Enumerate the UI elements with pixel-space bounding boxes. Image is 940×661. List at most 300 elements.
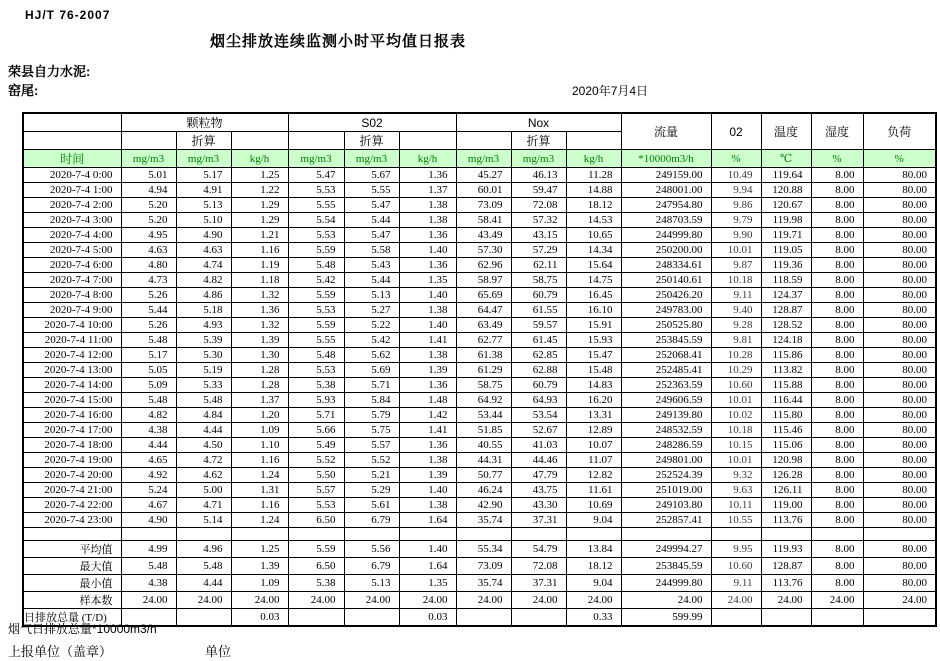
value-cell: 5.47 [288,168,344,183]
header-flow: 流量 [621,113,711,150]
value-cell: 80.00 [863,423,936,438]
value-cell: 8.00 [811,498,863,513]
value-cell: 10.01 [711,453,761,468]
value-cell: 1.09 [231,423,288,438]
value-cell: 8.00 [811,168,863,183]
value-cell: 8.00 [811,303,863,318]
value-cell: 124.18 [761,333,811,348]
table-row [23,198,936,213]
value-cell: 8.00 [811,318,863,333]
value-cell: 5.75 [344,423,399,438]
value-cell: 5.38 [288,575,344,592]
time-cell: 2020-7-4 20:00 [23,468,121,483]
value-cell: 120.67 [761,198,811,213]
blank-cell [511,528,566,541]
value-cell: 1.38 [399,303,456,318]
value-cell: 24.00 [711,592,761,609]
table-row [23,483,936,498]
time-cell: 2020-7-4 14:00 [23,378,121,393]
table-row [23,273,936,288]
value-cell: 1.16 [231,243,288,258]
summary-row [23,592,936,609]
table-row [23,348,936,363]
value-cell: 1.10 [231,438,288,453]
value-cell: 128.52 [761,318,811,333]
blank-row [23,528,936,541]
value-cell: 61.38 [456,348,511,363]
value-cell: 80.00 [863,303,936,318]
value-cell: 5.59 [288,318,344,333]
time-cell: 2020-7-4 18:00 [23,438,121,453]
value-cell: 5.79 [344,408,399,423]
value-cell: 15.47 [566,348,621,363]
value-cell: 252068.41 [621,348,711,363]
value-cell: 10.69 [566,498,621,513]
value-cell: 1.64 [399,558,456,575]
blank-cell [23,528,121,541]
value-cell: 59.57 [511,318,566,333]
table-row [23,438,936,453]
value-cell: 4.44 [176,423,231,438]
value-cell: 5.66 [288,423,344,438]
value-cell: 4.38 [121,575,176,592]
table-row [23,423,936,438]
header-blank [231,132,288,150]
value-cell: 1.36 [399,228,456,243]
value-cell: 8.00 [811,423,863,438]
value-cell: 5.48 [121,333,176,348]
value-cell: 1.20 [231,408,288,423]
value-cell: 244999.80 [621,228,711,243]
value-cell: 5.43 [344,258,399,273]
value-cell: 5.39 [176,333,231,348]
header-blank [456,132,511,150]
summary-label: 最大值 [23,558,121,575]
value-cell: 4.73 [121,273,176,288]
value-cell: 1.41 [399,333,456,348]
value-cell: 4.90 [176,228,231,243]
value-cell: 248334.61 [621,258,711,273]
value-cell: 126.28 [761,468,811,483]
value-cell: 4.99 [121,541,176,558]
value-cell: 80.00 [863,408,936,423]
value-cell: 115.80 [761,408,811,423]
value-cell: 5.47 [344,198,399,213]
value-cell: 8.00 [811,378,863,393]
time-cell: 2020-7-4 17:00 [23,423,121,438]
page-title: 烟尘排放连续监测小时平均值日报表 [210,33,467,50]
value-cell: 80.00 [863,348,936,363]
value-cell: 5.53 [288,183,344,198]
value-cell: 1.39 [399,468,456,483]
value-cell: 16.45 [566,288,621,303]
value-cell: 1.35 [399,273,456,288]
value-cell: 8.00 [811,198,863,213]
value-cell: 5.71 [344,378,399,393]
value-cell: 5.17 [176,168,231,183]
value-cell: 5.42 [288,273,344,288]
value-cell: 43.75 [511,483,566,498]
value-cell: 4.91 [176,183,231,198]
value-cell: 249103.80 [621,498,711,513]
summary-label: 最小值 [23,575,121,592]
value-cell: 15.91 [566,318,621,333]
value-cell: 6.79 [344,513,399,528]
value-cell: 8.00 [811,541,863,558]
value-cell [511,609,566,627]
value-cell: 5.59 [288,288,344,303]
unit-cell: mg/m3 [344,150,399,168]
value-cell: 62.88 [511,363,566,378]
value-cell: 8.00 [811,273,863,288]
value-cell: 5.53 [288,303,344,318]
value-cell: 1.37 [399,183,456,198]
time-cell: 2020-7-4 5:00 [23,243,121,258]
unit-cell: mg/m3 [176,150,231,168]
time-cell: 2020-7-4 15:00 [23,393,121,408]
value-cell: 5.84 [344,393,399,408]
value-cell: 80.00 [863,183,936,198]
table-row [23,468,936,483]
value-cell: 115.06 [761,438,811,453]
table-row [23,333,936,348]
value-cell: 9.32 [711,468,761,483]
value-cell: 1.22 [231,183,288,198]
value-cell: 5.48 [288,348,344,363]
value-cell: 4.82 [121,408,176,423]
header-time: 时间 [23,150,121,168]
value-cell: 16.20 [566,393,621,408]
blank-cell [231,528,288,541]
value-cell: 5.48 [176,393,231,408]
value-cell: 44.31 [456,453,511,468]
value-cell: 24.00 [621,592,711,609]
value-cell: 80.00 [863,243,936,258]
value-cell: 16.10 [566,303,621,318]
value-cell: 1.32 [231,288,288,303]
blank-cell [566,528,621,541]
value-cell: 37.31 [511,575,566,592]
blank-cell [761,528,811,541]
value-cell: 5.24 [121,483,176,498]
time-cell: 2020-7-4 6:00 [23,258,121,273]
time-cell: 2020-7-4 11:00 [23,333,121,348]
value-cell: 119.00 [761,498,811,513]
value-cell: 9.86 [711,198,761,213]
header-blank [566,132,621,150]
value-cell: 55.34 [456,541,511,558]
value-cell: 119.93 [761,541,811,558]
value-cell: 1.39 [231,333,288,348]
value-cell: 0.03 [231,609,288,627]
value-cell: 1.40 [399,541,456,558]
value-cell: 62.77 [456,333,511,348]
value-cell: 8.00 [811,228,863,243]
value-cell: 6.79 [344,558,399,575]
value-cell: 51.85 [456,423,511,438]
value-cell: 119.05 [761,243,811,258]
value-cell: 44.46 [511,453,566,468]
value-cell: 1.38 [399,198,456,213]
value-cell: 43.49 [456,228,511,243]
header-row-units [23,150,936,168]
value-cell: 1.29 [231,198,288,213]
value-cell: 5.53 [288,498,344,513]
value-cell: 58.97 [456,273,511,288]
value-cell [811,609,863,627]
blank-cell [811,528,863,541]
value-cell: 80.00 [863,438,936,453]
summary-row [23,575,936,592]
table-row [23,378,936,393]
time-cell: 2020-7-4 21:00 [23,483,121,498]
table-row [23,393,936,408]
value-cell: 24.00 [176,592,231,609]
value-cell: 248286.59 [621,438,711,453]
value-cell: 10.49 [711,168,761,183]
value-cell: 251019.00 [621,483,711,498]
value-cell: 5.29 [344,483,399,498]
value-cell: 4.90 [121,513,176,528]
blank-cell [288,528,344,541]
value-cell: 599.99 [621,609,711,627]
value-cell: 80.00 [863,258,936,273]
value-cell: 5.05 [121,363,176,378]
value-cell: 5.19 [176,363,231,378]
value-cell: 4.63 [176,243,231,258]
value-cell: 8.00 [811,363,863,378]
value-cell [761,609,811,627]
value-cell: 119.36 [761,258,811,273]
value-cell: 24.00 [511,592,566,609]
value-cell: 57.30 [456,243,511,258]
value-cell: 4.67 [121,498,176,513]
value-cell: 115.86 [761,348,811,363]
value-cell: 4.96 [176,541,231,558]
unit-cell: mg/m3 [511,150,566,168]
value-cell: 80.00 [863,288,936,303]
value-cell: 64.47 [456,303,511,318]
value-cell: 8.00 [811,468,863,483]
value-cell: 5.22 [344,318,399,333]
unit-cell: *10000m3/h [621,150,711,168]
value-cell: 5.21 [344,468,399,483]
value-cell: 115.88 [761,378,811,393]
value-cell [456,609,511,627]
value-cell: 63.49 [456,318,511,333]
value-cell: 58.41 [456,213,511,228]
value-cell: 15.93 [566,333,621,348]
value-cell: 9.81 [711,333,761,348]
value-cell: 1.24 [231,468,288,483]
value-cell: 5.53 [288,363,344,378]
value-cell: 10.18 [711,273,761,288]
value-cell: 4.65 [121,453,176,468]
value-cell: 5.50 [288,468,344,483]
value-cell: 4.74 [176,258,231,273]
value-cell: 15.48 [566,363,621,378]
header-blank [399,132,456,150]
value-cell: 5.09 [121,378,176,393]
value-cell: 47.79 [511,468,566,483]
value-cell: 11.07 [566,453,621,468]
time-cell: 2020-7-4 12:00 [23,348,121,363]
value-cell: 24.00 [399,592,456,609]
header-load: 负荷 [863,113,936,150]
value-cell: 5.13 [344,575,399,592]
time-cell: 2020-7-4 23:00 [23,513,121,528]
value-cell: 45.27 [456,168,511,183]
value-cell: 54.79 [511,541,566,558]
value-cell: 14.88 [566,183,621,198]
value-cell: 10.07 [566,438,621,453]
value-cell: 5.13 [176,198,231,213]
value-cell: 57.32 [511,213,566,228]
value-cell: 5.59 [288,243,344,258]
value-cell: 128.87 [761,303,811,318]
value-cell: 5.57 [288,483,344,498]
value-cell: 10.28 [711,348,761,363]
value-cell: 1.38 [399,453,456,468]
value-cell: 61.45 [511,333,566,348]
value-cell: 4.38 [121,423,176,438]
value-cell: 5.20 [121,198,176,213]
table-row [23,303,936,318]
value-cell: 9.94 [711,183,761,198]
value-cell: 252485.41 [621,363,711,378]
value-cell: 250426.20 [621,288,711,303]
value-cell: 1.42 [399,408,456,423]
value-cell: 65.69 [456,288,511,303]
value-cell [288,609,344,627]
value-cell: 4.86 [176,288,231,303]
unit-cell: % [863,150,936,168]
value-cell: 124.37 [761,288,811,303]
value-cell: 24.00 [761,592,811,609]
value-cell: 5.10 [176,213,231,228]
value-cell: 10.60 [711,378,761,393]
value-cell: 250140.61 [621,273,711,288]
value-cell: 5.01 [121,168,176,183]
time-cell: 2020-7-4 0:00 [23,168,121,183]
value-cell: 1.40 [399,483,456,498]
report-table [22,112,937,627]
value-cell: 119.64 [761,168,811,183]
value-cell: 4.92 [121,468,176,483]
value-cell: 1.36 [399,168,456,183]
header-row-groups [23,113,936,132]
value-cell: 8.00 [811,393,863,408]
standard-number: HJ/T 76-2007 [25,8,111,22]
value-cell: 64.92 [456,393,511,408]
value-cell: 128.87 [761,558,811,575]
table-row [23,213,936,228]
value-cell: 60.01 [456,183,511,198]
value-cell: 5.62 [344,348,399,363]
value-cell: 5.56 [344,541,399,558]
value-cell: 5.54 [288,213,344,228]
value-cell: 9.11 [711,575,761,592]
value-cell: 80.00 [863,333,936,348]
blank-cell [121,528,176,541]
header-converted-nox: 折算 [511,132,566,150]
header-blank [121,132,176,150]
time-cell: 2020-7-4 19:00 [23,453,121,468]
value-cell: 80.00 [863,273,936,288]
value-cell: 80.00 [863,513,936,528]
value-cell: 57.29 [511,243,566,258]
blank-cell [621,528,711,541]
value-cell: 4.50 [176,438,231,453]
value-cell: 5.57 [344,438,399,453]
time-cell: 2020-7-4 13:00 [23,363,121,378]
value-cell: 61.29 [456,363,511,378]
value-cell: 1.38 [399,213,456,228]
value-cell: 252857.41 [621,513,711,528]
value-cell: 119.98 [761,213,811,228]
value-cell: 11.28 [566,168,621,183]
value-cell: 1.36 [399,438,456,453]
value-cell: 5.55 [288,333,344,348]
value-cell: 4.80 [121,258,176,273]
value-cell: 113.82 [761,363,811,378]
value-cell: 1.18 [231,273,288,288]
value-cell: 24.00 [231,592,288,609]
value-cell: 9.95 [711,541,761,558]
value-cell: 1.37 [231,393,288,408]
value-cell: 24.00 [811,592,863,609]
value-cell: 5.27 [344,303,399,318]
value-cell: 80.00 [863,393,936,408]
value-cell: 40.55 [456,438,511,453]
value-cell: 8.00 [811,243,863,258]
value-cell: 249994.27 [621,541,711,558]
value-cell: 18.12 [566,198,621,213]
value-cell: 13.84 [566,541,621,558]
value-cell: 80.00 [863,213,936,228]
value-cell: 4.72 [176,453,231,468]
table-row [23,408,936,423]
value-cell: 5.48 [176,558,231,575]
value-cell: 5.33 [176,378,231,393]
value-cell: 250525.80 [621,318,711,333]
value-cell: 5.13 [344,288,399,303]
value-cell: 252363.59 [621,378,711,393]
value-cell: 1.09 [231,575,288,592]
value-cell: 249159.00 [621,168,711,183]
value-cell: 8.00 [811,258,863,273]
unit-cell: mg/m3 [456,150,511,168]
flue-gas-daily-total-label: 烟气日排放总量*10000m3/h [8,622,157,636]
value-cell: 8.00 [811,483,863,498]
value-cell: 8.00 [811,288,863,303]
value-cell: 80.00 [863,468,936,483]
value-cell: 35.74 [456,513,511,528]
value-cell: 13.31 [566,408,621,423]
company-name: 荣县自力水泥: [8,64,91,79]
value-cell: 37.31 [511,513,566,528]
value-cell: 43.30 [511,498,566,513]
value-cell: 5.55 [344,183,399,198]
summary-label: 平均值 [23,541,121,558]
time-cell: 2020-7-4 7:00 [23,273,121,288]
value-cell: 5.48 [288,258,344,273]
value-cell: 9.79 [711,213,761,228]
value-cell: 80.00 [863,483,936,498]
time-cell: 2020-7-4 4:00 [23,228,121,243]
value-cell: 247954.80 [621,198,711,213]
value-cell: 5.00 [176,483,231,498]
